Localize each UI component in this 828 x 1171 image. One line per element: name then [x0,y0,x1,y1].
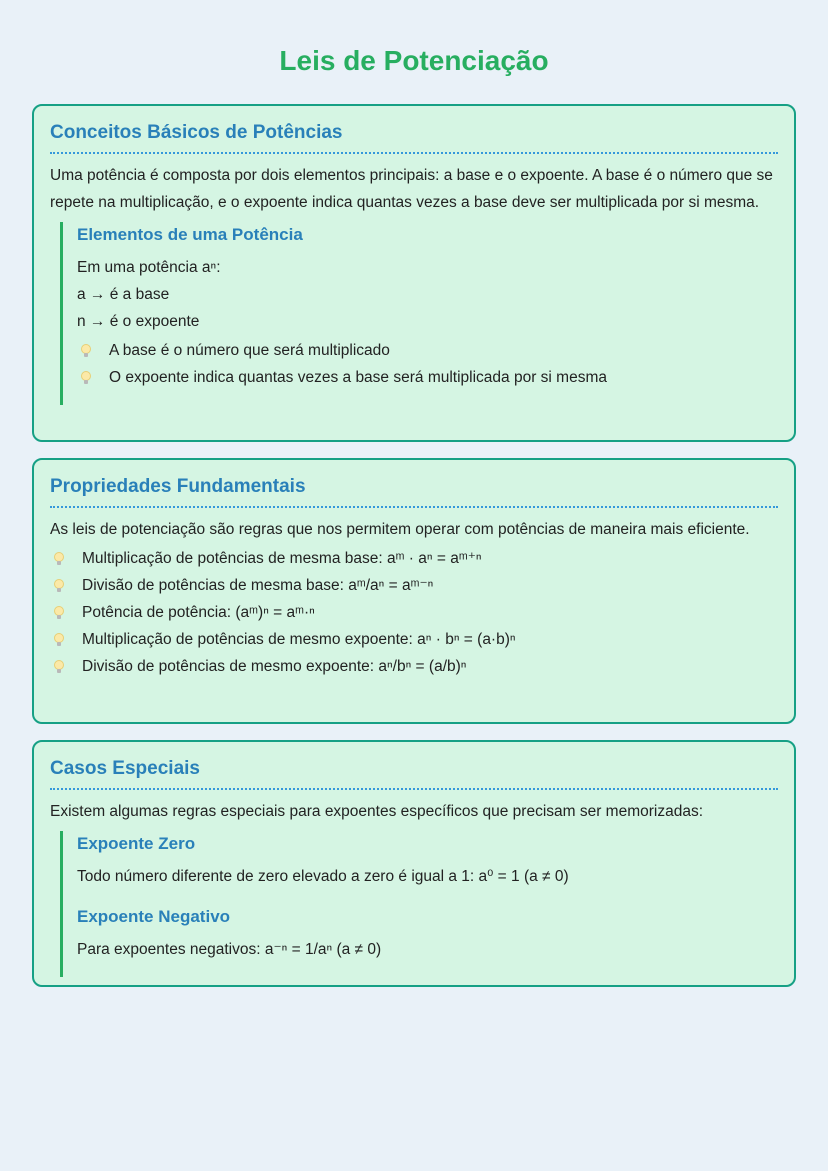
subsection-zero-exponent [60,831,778,900]
power-elements-bullets [77,337,778,391]
subsection-heading-zero-exponent: Expoente Zero [77,834,196,853]
list-item-text: Divisão de potências de mesmo expoente: aⁿ/bⁿ = (a/b)ⁿ [82,658,467,675]
list-item [77,337,778,364]
list-item [50,599,778,626]
list-item [77,364,778,391]
section-heading-basic-concepts: Conceitos Básicos de Potências [50,120,778,154]
properties-bullets [50,545,778,680]
lightbulb-icon [54,633,64,647]
list-item [50,545,778,572]
card-special-cases [32,740,796,987]
list-item [50,626,778,653]
zero-exponent-text: Todo número diferente de zero elevado a zero é igual a 1: a⁰ = 1 (a ≠ 0) [77,868,569,885]
list-item-text: Multiplicação de potências de mesmo expoente: aⁿ · bⁿ = (a·b)ⁿ [82,631,516,648]
lightbulb-icon [54,606,64,620]
power-elements-line: n → é o expoente [77,313,200,330]
negative-exponent-text: Para expoentes negativos: a⁻ⁿ = 1/aⁿ (a ≠ 0) [77,941,382,958]
subsection-heading-negative-exponent: Expoente Negativo [77,907,231,926]
lightbulb-icon [81,344,91,358]
section-intro-fundamental-properties: As leis de potenciação são regras que nos permitem operar com potências de maneira mais eficiente. [50,521,750,538]
list-item-text: Potência de potência: (aᵐ)ⁿ = aᵐ·ⁿ [82,604,315,621]
section-heading-special-cases: Casos Especiais [50,756,778,790]
list-item-text: A base é o número que será multiplicado [109,342,390,359]
subsection-negative-exponent [60,900,778,977]
list-item [50,653,778,680]
lightbulb-icon [81,371,91,385]
power-elements-line: Em uma potência aⁿ: [77,259,221,276]
power-elements-line: a → é a base [77,286,170,303]
list-item [50,572,778,599]
section-intro-basic-concepts: Uma potência é composta por dois elementos principais: a base e o expoente. A base é o número que se repete na multiplicação, e o expoente indica quantas vezes a base deve ser multiplicada por si mesma. [50,167,773,211]
section-intro-special-cases: Existem algumas regras especiais para expoentes específicos que precisam ser memorizadas: [50,803,704,820]
card-fundamental-properties [32,458,796,724]
list-item-text: O expoente indica quantas vezes a base será multiplicada por si mesma [109,369,607,386]
lightbulb-icon [54,660,64,674]
card-basic-concepts [32,104,796,442]
section-heading-fundamental-properties: Propriedades Fundamentais [50,474,778,508]
page-title: Leis de Potenciação [279,45,549,76]
list-item-text: Divisão de potências de mesma base: aᵐ/aⁿ = aᵐ⁻ⁿ [82,577,434,594]
list-item-text: Multiplicação de potências de mesma base: aᵐ · aⁿ = aᵐ⁺ⁿ [82,550,482,567]
subsection-heading-power-elements: Elementos de uma Potência [77,225,303,244]
lightbulb-icon [54,552,64,566]
subsection-power-elements [60,222,778,405]
lightbulb-icon [54,579,64,593]
